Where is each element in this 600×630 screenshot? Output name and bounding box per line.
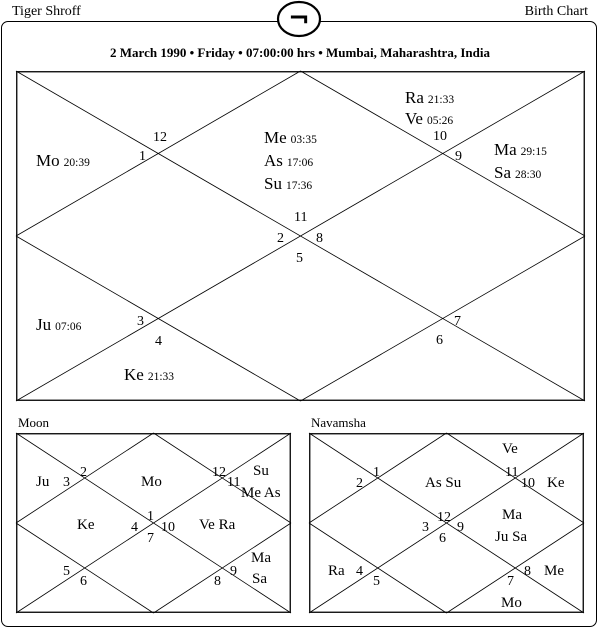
moon-house-3: 3 bbox=[63, 475, 70, 490]
main-house-1: 1 bbox=[139, 149, 146, 164]
planet-ra: Ra 21:33 bbox=[405, 88, 455, 107]
moon-house-5: 5 bbox=[63, 564, 70, 579]
nav-planets-ve: Ve bbox=[502, 441, 518, 457]
moon-house-1: 1 bbox=[147, 509, 154, 524]
main-chart-lines bbox=[16, 71, 585, 401]
moon-house-2: 2 bbox=[80, 465, 87, 480]
main-house-11: 11 bbox=[294, 210, 308, 225]
main-house-6: 6 bbox=[436, 333, 443, 348]
planet-ma: Ma 29:15 bbox=[494, 140, 547, 159]
nav-house-7: 7 bbox=[507, 574, 514, 589]
moon-planets-ve-ra: Ve Ra bbox=[199, 517, 236, 533]
planet-sa: Sa 28:30 bbox=[494, 163, 542, 182]
planet-su: Su 17:36 bbox=[264, 174, 313, 193]
nav-planets-ma: Ma bbox=[502, 507, 522, 523]
logo bbox=[276, 0, 322, 38]
main-house-4: 4 bbox=[155, 334, 162, 349]
moon-planets-me-as: Me As bbox=[241, 485, 281, 501]
nav-house-5: 5 bbox=[373, 574, 380, 589]
main-house-9: 9 bbox=[455, 149, 462, 164]
logo-glyph: ¬ bbox=[288, 4, 310, 34]
nav-house-9: 9 bbox=[457, 520, 464, 535]
moon-house-8: 8 bbox=[214, 574, 221, 589]
planet-as: As 17:06 bbox=[264, 151, 314, 170]
moon-planets-sa: Sa bbox=[252, 571, 267, 587]
moon-planets-ju: Ju bbox=[36, 474, 50, 490]
moon-house-10: 10 bbox=[161, 520, 175, 535]
nav-house-3: 3 bbox=[422, 520, 429, 535]
nav-planets-me: Me bbox=[544, 563, 564, 579]
nav-house-12: 12 bbox=[437, 510, 451, 525]
planet-ke: Ke 21:33 bbox=[124, 365, 175, 384]
chart-title: Birth Chart bbox=[524, 4, 588, 19]
nav-house-4: 4 bbox=[356, 564, 363, 579]
planet-mo: Mo 20:39 bbox=[36, 151, 90, 170]
moon-house-11: 11 bbox=[227, 475, 241, 490]
nav-planets-ju-sa: Ju Sa bbox=[495, 529, 528, 545]
moon-house-7: 7 bbox=[147, 531, 154, 546]
navamsha-chart bbox=[309, 433, 584, 613]
main-house-7: 7 bbox=[454, 314, 461, 329]
planet-me: Me 03:35 bbox=[264, 128, 317, 147]
main-house-3: 3 bbox=[137, 314, 144, 329]
moon-planets-ma: Ma bbox=[251, 550, 271, 566]
main-house-10: 10 bbox=[433, 129, 447, 144]
nav-planets-mo: Mo bbox=[501, 595, 522, 611]
main-house-5: 5 bbox=[296, 251, 303, 266]
planet-ju: Ju 07:06 bbox=[36, 315, 82, 334]
moon-chart bbox=[16, 433, 291, 613]
nav-house-11: 11 bbox=[505, 465, 519, 480]
navamsha-chart-title: Navamsha bbox=[311, 415, 366, 430]
person-name: Tiger Shroff bbox=[12, 4, 81, 19]
nav-planets-as-su: As Su bbox=[425, 475, 462, 491]
main-chart bbox=[16, 71, 585, 401]
moon-house-12: 12 bbox=[212, 465, 226, 480]
planet-ve: Ve 05:26 bbox=[405, 109, 454, 128]
moon-chart-title: Moon bbox=[18, 415, 50, 430]
nav-house-6: 6 bbox=[439, 531, 446, 546]
birth-details: 2 March 1990 • Friday • 07:00:00 hrs • Mumbai, Maharashtra, India bbox=[110, 45, 490, 60]
nav-house-8: 8 bbox=[524, 564, 531, 579]
moon-planets-su: Su bbox=[253, 463, 269, 479]
nav-planets-ra: Ra bbox=[328, 563, 345, 579]
nav-house-1: 1 bbox=[373, 465, 380, 480]
main-house-2: 2 bbox=[277, 231, 284, 246]
main-house-8: 8 bbox=[316, 231, 323, 246]
moon-house-6: 6 bbox=[80, 574, 87, 589]
moon-house-9: 9 bbox=[230, 564, 237, 579]
nav-house-2: 2 bbox=[356, 476, 363, 491]
main-house-12: 12 bbox=[153, 130, 167, 145]
nav-house-10: 10 bbox=[521, 476, 535, 491]
moon-planets-ke: Ke bbox=[77, 517, 95, 533]
moon-planets-mo: Mo bbox=[141, 474, 162, 490]
nav-planets-ke: Ke bbox=[547, 475, 565, 491]
moon-house-4: 4 bbox=[131, 520, 138, 535]
